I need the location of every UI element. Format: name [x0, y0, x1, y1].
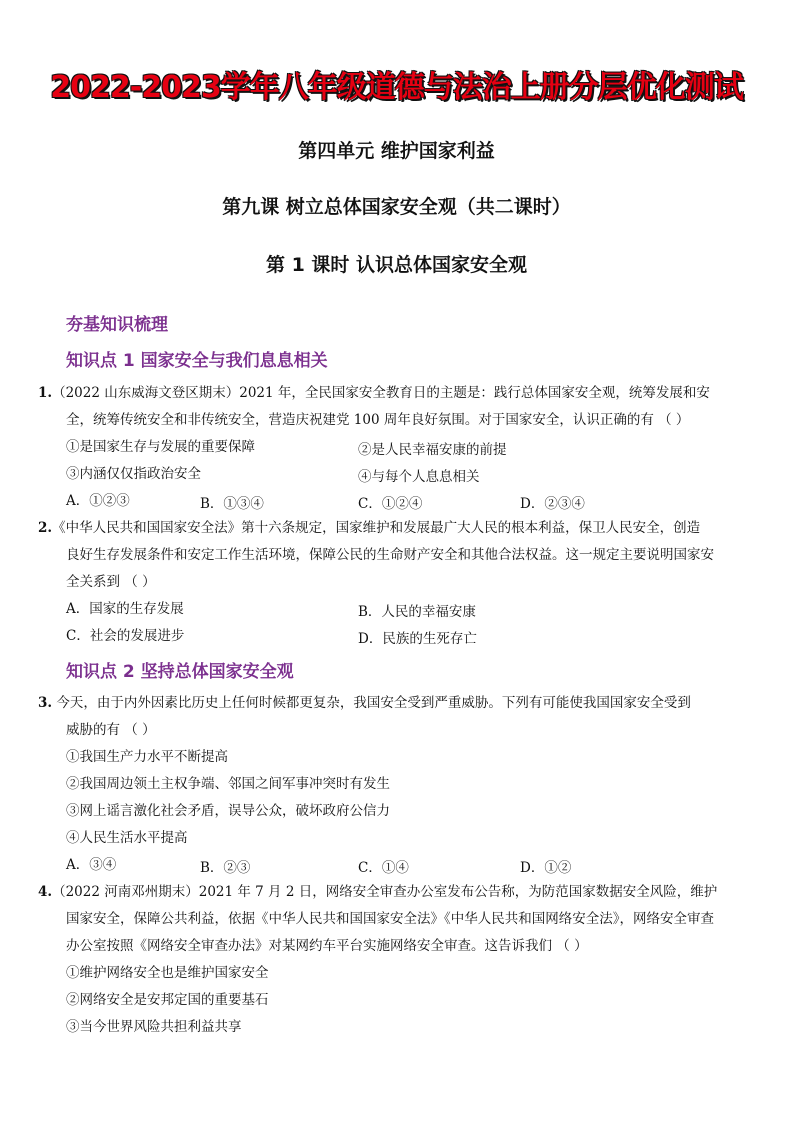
question-3-option-3: ③网上谣言激化社会矛盾，误导公众，破坏政府公信力 — [66, 803, 390, 819]
question-2-line3: 全关系到 （ ） — [66, 574, 156, 590]
question-1-option-3: ③内涵仅仅指政治安全 — [66, 466, 201, 482]
question-3-choice-d: D．①② — [520, 860, 572, 876]
question-4-text1: （2022 河南邓州期末）2021 年 7 月 2 日，网络安全审查办公室发布公告称，为防范国家数据安全风险，维护 — [52, 884, 718, 900]
unit-heading: 第四单元 维护国家利益 — [298, 140, 495, 162]
question-1-choice-a: A．①②③ — [66, 493, 130, 509]
question-3-option-4: ④人民生活水平提高 — [66, 830, 188, 846]
knowledge-point-2: 知识点 2 坚持总体国家安全观 — [66, 662, 294, 682]
question-4-line1 — [38, 883, 717, 901]
question-1-choice-c: C．①②④ — [358, 496, 423, 512]
question-2-line2: 良好生存发展条件和安定工作生活环境，保障公民的生命财产安全和其他合法权益。这一规定主要说明国家安 — [66, 547, 714, 563]
question-1-line2: 全，统筹传统安全和非传统安全，营造庆祝建党 100 周年良好氛围。对于国家安全，认识正确的有 （ ） — [66, 412, 690, 428]
knowledge-point-1: 知识点 1 国家安全与我们息息相关 — [66, 351, 328, 371]
question-3-choice-c: C．①④ — [358, 860, 409, 876]
question-2-choice-c: C．社会的发展进步 — [66, 628, 185, 644]
question-4-line2: 国家安全，保障公共利益，依据《中华人民共和国国家安全法》《中华人民共和国网络安全法》，网络安全审查 — [66, 911, 714, 927]
question-4-option-1: ①维护网络安全也是维护国家安全 — [66, 965, 269, 981]
question-1-number: 1. — [38, 385, 53, 401]
question-2-text1: 《中华人民共和国国家安全法》第十六条规定，国家维护和发展最广大人民的根本利益，保卫人民安全，创造 — [52, 520, 701, 536]
question-2-choice-b: B．人民的幸福安康 — [358, 604, 476, 620]
period-heading: 第 1 课时 认识总体国家安全观 — [265, 254, 528, 276]
document-title: 2022-2023学年八年级道德与法治上册分层优化测试 — [50, 70, 743, 105]
question-1-option-2: ②是人民幸福安康的前提 — [358, 442, 507, 458]
question-3-line2: 威胁的有 （ ） — [66, 722, 156, 738]
question-1-line1 — [38, 384, 710, 402]
question-1-option-4: ④与每个人息息相关 — [358, 469, 480, 485]
question-3-choice-a: A．③④ — [66, 857, 117, 873]
question-3-number: 3. — [38, 695, 53, 711]
question-1-choice-d: D．②③④ — [520, 496, 585, 512]
question-1-choice-b: B．①③④ — [200, 496, 264, 512]
question-4-option-2: ②网络安全是安邦定国的重要基石 — [66, 992, 269, 1008]
section-heading: 夯基知识梳理 — [66, 315, 168, 335]
question-4-option-3: ③当今世界风险共担利益共享 — [66, 1019, 242, 1035]
question-1-text1: （2022 山东威海文登区期末）2021 年，全民国家安全教育日的主题是：践行总体国家安全观，统筹发展和安 — [52, 385, 710, 401]
lesson-heading: 第九课 树立总体国家安全观（共二课时） — [222, 196, 571, 218]
question-3-text1: 今天，由于内外因素比历史上任何时候都更复杂，我国安全受到严重威胁。下列有可能使我国国家安全受到 — [52, 695, 691, 711]
question-4-line3: 办公室按照《网络安全审查办法》对某网约车平台实施网络安全审查。这告诉我们 （ ） — [66, 938, 588, 954]
question-2-number: 2. — [38, 520, 53, 536]
question-3-option-2: ②我国周边领土主权争端、邻国之间军事冲突时有发生 — [66, 776, 390, 792]
question-2-choice-a: A．国家的生存发展 — [66, 601, 184, 617]
question-2-line1 — [38, 519, 700, 537]
question-3-option-1: ①我国生产力水平不断提高 — [66, 749, 228, 765]
question-2-choice-d: D．民族的生死存亡 — [358, 631, 477, 647]
question-3-choice-b: B．②③ — [200, 860, 251, 876]
question-4-number: 4. — [38, 884, 53, 900]
question-1-option-1: ①是国家生存与发展的重要保障 — [66, 439, 255, 455]
question-3-line1 — [38, 694, 691, 712]
